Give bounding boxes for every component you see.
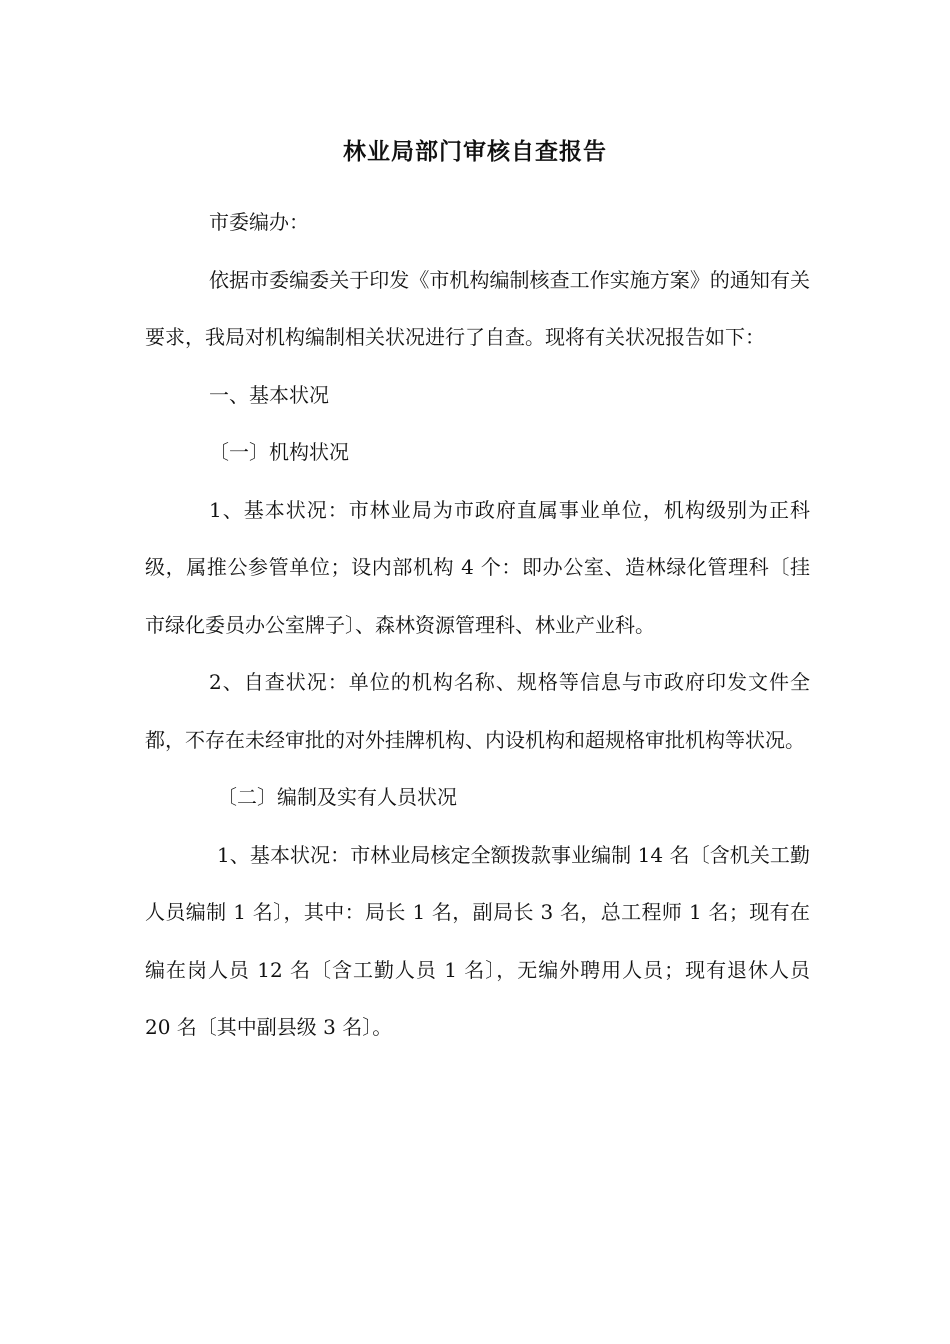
- institution-basic-paragraph: 1、基本状况：市林业局为市政府直属事业单位，机构级别为正科级，属推公参管单位；设内部机构 4 个：即办公室、造林绿化管理科〔挂市绿化委员办公室牌子〕、森林资源管理科、林业产业科。: [145, 497, 810, 637]
- subsection-heading-staffing: 〔二〕编制及实有人员状况: [217, 785, 457, 809]
- document-body: [145, 194, 810, 1057]
- institution-selfcheck-paragraph: 2、自查状况：单位的机构名称、规格等信息与市政府印发文件全都，不存在未经审批的对外挂牌机构、内设机构和超规格审批机构等状况。: [145, 670, 810, 752]
- staffing-basic-paragraph: 1、基本状况：市林业局核定全额拨款事业编制 14 名〔含机关工勤人员编制 1 名〕，其中：局长 1 名，副局长 3 名，总工程师 1 名；现有在编在岗人员 12 名〔含工勤人员 1 名〕，无编外聘用人员；现有退休人员 20 名〔其中副县级 3 名〕。: [145, 842, 810, 1039]
- section-heading-basic: 一、基本状况: [209, 382, 329, 407]
- document-title: 林业局部门审核自查报告: [343, 139, 607, 165]
- intro-paragraph: 依据市委编委关于印发《市机构编制核查工作实施方案》的通知有关要求，我局对机构编制相关状况进行了自查。现将有关状况报告如下：: [145, 267, 810, 349]
- salutation-paragraph: 市委编办：: [209, 210, 309, 234]
- subsection-heading-institution: 〔一〕机构状况: [209, 440, 349, 464]
